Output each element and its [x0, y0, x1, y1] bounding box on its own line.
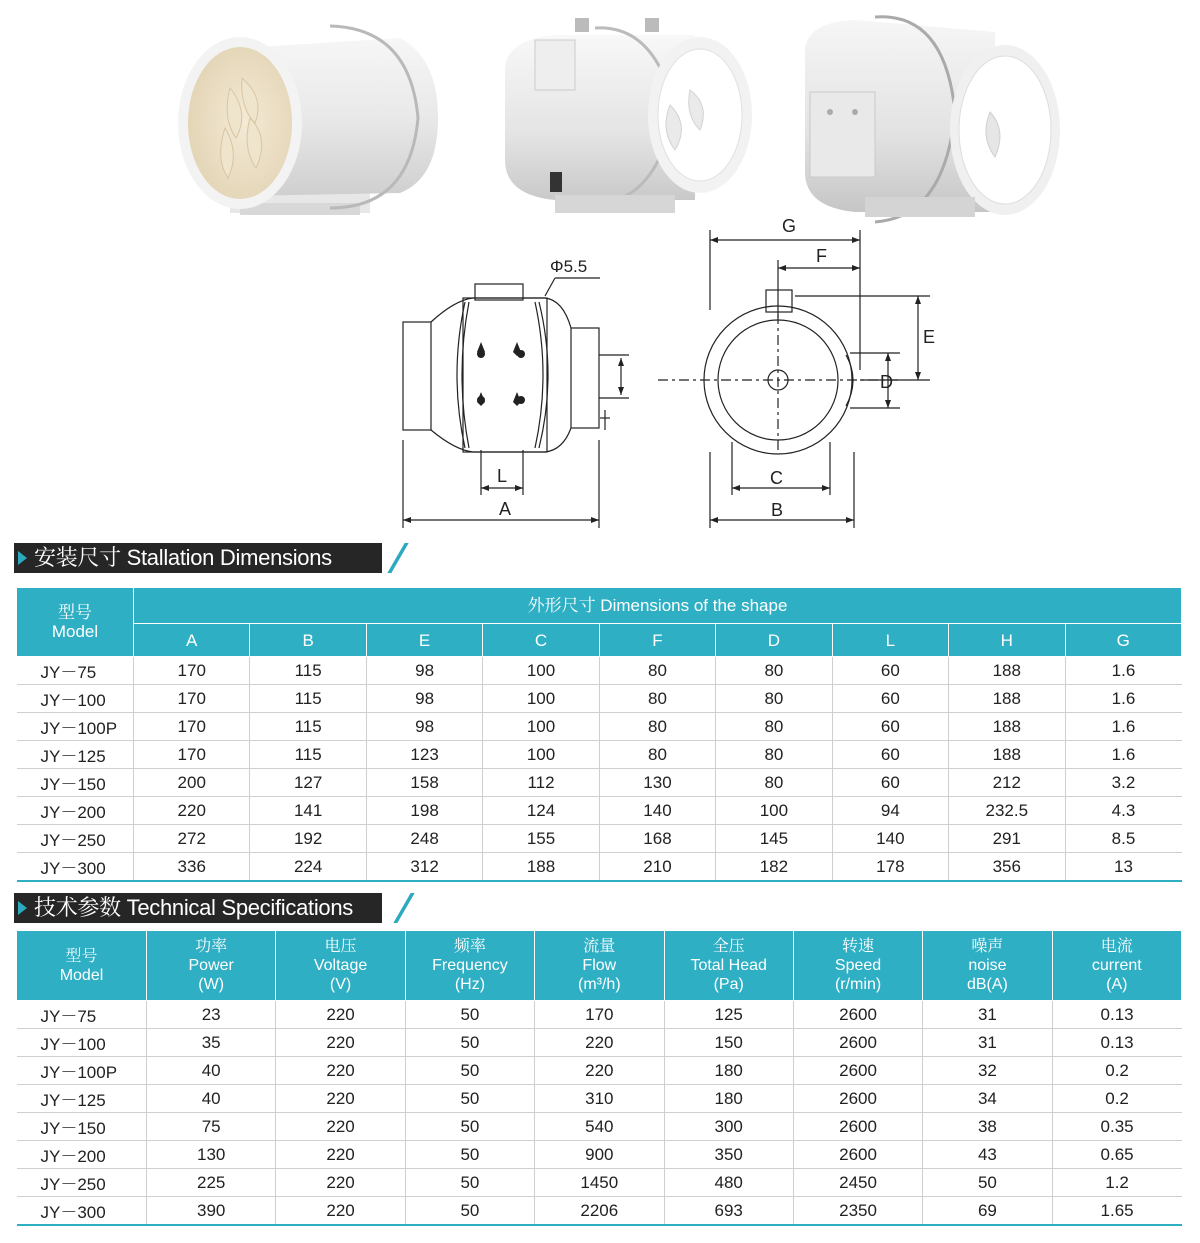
value-cell: 224	[250, 853, 366, 882]
model-cell: JY－150	[17, 1113, 147, 1141]
value-cell: 210	[599, 853, 715, 882]
value-cell: 100	[483, 713, 599, 741]
section-header-slash	[393, 893, 414, 923]
dimension-column-header: G	[1065, 624, 1182, 657]
value-cell: 480	[664, 1169, 793, 1197]
model-cell: JY－75	[17, 1001, 147, 1029]
spec-column-header-en: Flow	[582, 957, 617, 974]
value-cell: 80	[716, 685, 832, 713]
spec-column-header	[923, 931, 1052, 1001]
value-cell: 170	[134, 713, 250, 741]
value-cell: 50	[405, 1057, 534, 1085]
spec-column-header-cn: 全压	[712, 938, 745, 955]
table-row	[17, 685, 1182, 713]
value-cell: 220	[535, 1057, 664, 1085]
value-cell: 212	[949, 769, 1065, 797]
dimension-column-header: A	[134, 624, 250, 657]
model-header-en: Model	[51, 622, 99, 641]
table-row	[17, 713, 1182, 741]
value-cell: 188	[949, 713, 1065, 741]
value-cell: 2600	[793, 1029, 922, 1057]
table-row	[17, 1169, 1182, 1197]
model-header	[17, 588, 134, 657]
value-cell: 0.13	[1052, 1029, 1181, 1057]
model-cell: JY－150	[17, 769, 134, 797]
value-cell: 0.2	[1052, 1085, 1181, 1113]
spec-column-header-unit: (Hz)	[454, 976, 486, 993]
section-header-arrow-icon	[18, 901, 27, 915]
dim-label-l: L	[497, 466, 508, 486]
dim-label-f: F	[816, 246, 827, 266]
spec-column-header-en: current	[1091, 957, 1142, 974]
value-cell: 232.5	[949, 797, 1065, 825]
value-cell: 180	[664, 1085, 793, 1113]
value-cell: 1.6	[1065, 657, 1182, 685]
product-photo-angled	[495, 10, 755, 220]
model-cell: JY－100P	[17, 713, 134, 741]
value-cell: 98	[366, 685, 482, 713]
model-cell: JY－250	[17, 825, 134, 853]
spec-column-header-en: noise	[968, 957, 1007, 974]
spec-column-header-cn: 噪声	[971, 938, 1004, 955]
value-cell: 80	[716, 741, 832, 769]
value-cell: 100	[483, 657, 599, 685]
value-cell: 170	[134, 741, 250, 769]
value-cell: 1.65	[1052, 1197, 1181, 1226]
value-cell: 180	[664, 1057, 793, 1085]
value-cell: 40	[147, 1057, 276, 1085]
value-cell: 350	[664, 1141, 793, 1169]
value-cell: 115	[250, 741, 366, 769]
spec-column-header-cn: 电压	[324, 938, 357, 955]
value-cell: 310	[535, 1085, 664, 1113]
value-cell: 115	[250, 713, 366, 741]
value-cell: 198	[366, 797, 482, 825]
spec-column-header-cn: 电流	[1100, 938, 1133, 955]
table-row	[17, 1001, 1182, 1029]
value-cell: 140	[599, 797, 715, 825]
value-cell: 300	[664, 1113, 793, 1141]
value-cell: 31	[923, 1029, 1052, 1057]
value-cell: 98	[366, 657, 482, 685]
value-cell: 220	[276, 1197, 405, 1226]
value-cell: 220	[276, 1113, 405, 1141]
dim-label-a: A	[499, 499, 512, 519]
dimension-column-header: B	[250, 624, 366, 657]
value-cell: 127	[250, 769, 366, 797]
spec-column-header-cn: 转速	[842, 938, 875, 955]
value-cell: 188	[949, 741, 1065, 769]
value-cell: 60	[832, 769, 948, 797]
spec-column-header-unit: (W)	[198, 976, 225, 993]
value-cell: 1.6	[1065, 741, 1182, 769]
table-row	[17, 1141, 1182, 1169]
value-cell: 145	[716, 825, 832, 853]
value-cell: 125	[664, 1001, 793, 1029]
model-cell: JY－200	[17, 797, 134, 825]
spec-column-header-cn: 流量	[583, 938, 616, 955]
value-cell: 155	[483, 825, 599, 853]
value-cell: 168	[599, 825, 715, 853]
value-cell: 2600	[793, 1001, 922, 1029]
spec-column-header-unit: (V)	[329, 976, 352, 993]
model-cell: JY－100	[17, 685, 134, 713]
value-cell: 100	[716, 797, 832, 825]
value-cell: 291	[949, 825, 1065, 853]
value-cell: 0.65	[1052, 1141, 1181, 1169]
value-cell: 2600	[793, 1113, 922, 1141]
specifications-table	[16, 930, 1182, 1226]
value-cell: 50	[405, 1141, 534, 1169]
spec-column-header	[147, 931, 276, 1001]
value-cell: 1450	[535, 1169, 664, 1197]
value-cell: 32	[923, 1057, 1052, 1085]
value-cell: 31	[923, 1001, 1052, 1029]
spec-column-header-en: Frequency	[432, 957, 508, 974]
value-cell: 188	[949, 657, 1065, 685]
value-cell: 75	[147, 1113, 276, 1141]
model-cell: JY－100	[17, 1029, 147, 1057]
spec-column-header-en: Model	[59, 966, 104, 984]
value-cell: 50	[405, 1197, 534, 1226]
value-cell: 60	[832, 713, 948, 741]
value-cell: 80	[716, 713, 832, 741]
table-row	[17, 769, 1182, 797]
value-cell: 178	[832, 853, 948, 882]
spec-column-header	[664, 931, 793, 1001]
value-cell: 2206	[535, 1197, 664, 1226]
value-cell: 220	[276, 1141, 405, 1169]
table-row	[17, 853, 1182, 882]
value-cell: 141	[250, 797, 366, 825]
value-cell: 2600	[793, 1141, 922, 1169]
dim-label-g: G	[782, 216, 797, 236]
value-cell: 60	[832, 741, 948, 769]
value-cell: 50	[405, 1085, 534, 1113]
spec-column-header	[17, 931, 147, 1001]
model-cell: JY－250	[17, 1169, 147, 1197]
table-row	[17, 797, 1182, 825]
value-cell: 112	[483, 769, 599, 797]
dimensions-group-header: 外形尺寸 Dimensions of the shape	[134, 588, 1182, 624]
spec-column-header-cn: 频率	[453, 938, 486, 955]
spec-column-header-unit: (A)	[1106, 976, 1128, 993]
value-cell: 98	[366, 713, 482, 741]
model-cell: JY－125	[17, 741, 134, 769]
value-cell: 140	[832, 825, 948, 853]
value-cell: 8.5	[1065, 825, 1182, 853]
value-cell: 0.2	[1052, 1057, 1181, 1085]
dimension-column-header: E	[366, 624, 482, 657]
value-cell: 336	[134, 853, 250, 882]
table-row	[17, 657, 1182, 685]
value-cell: 23	[147, 1001, 276, 1029]
section-title: 技术参数 Technical Specifications	[34, 895, 353, 920]
value-cell: 220	[276, 1057, 405, 1085]
value-cell: 693	[664, 1197, 793, 1226]
value-cell: 80	[599, 685, 715, 713]
dim-label-d: D	[880, 372, 893, 392]
value-cell: 124	[483, 797, 599, 825]
spec-column-header-en: Total Head	[690, 957, 767, 974]
spec-column-header-unit: dB(A)	[966, 976, 1008, 993]
model-header-cn: 型号	[58, 603, 92, 622]
value-cell: 2450	[793, 1169, 922, 1197]
dimension-column-header: F	[599, 624, 715, 657]
side-view-drawing	[395, 250, 645, 530]
dim-label-e: E	[923, 327, 936, 347]
value-cell: 123	[366, 741, 482, 769]
table-row	[17, 1197, 1182, 1226]
value-cell: 170	[535, 1001, 664, 1029]
value-cell: 43	[923, 1141, 1052, 1169]
spec-column-header-unit: (Pa)	[713, 976, 744, 993]
product-photo-front	[170, 18, 440, 218]
value-cell: 220	[276, 1001, 405, 1029]
value-cell: 220	[134, 797, 250, 825]
value-cell: 220	[535, 1029, 664, 1057]
table-row	[17, 741, 1182, 769]
value-cell: 0.35	[1052, 1113, 1181, 1141]
dimensions-table	[16, 587, 1182, 882]
dimension-column-header: H	[949, 624, 1065, 657]
value-cell: 2600	[793, 1085, 922, 1113]
spec-column-header	[793, 931, 922, 1001]
value-cell: 150	[664, 1029, 793, 1057]
spec-column-header-unit: (r/min)	[834, 976, 882, 993]
value-cell: 390	[147, 1197, 276, 1226]
value-cell: 4.3	[1065, 797, 1182, 825]
table-row	[17, 1113, 1182, 1141]
section-header-dimensions	[14, 543, 394, 573]
section-header-arrow-icon	[18, 551, 27, 565]
spec-column-header-unit: (m³/h)	[577, 976, 621, 993]
model-cell: JY－75	[17, 657, 134, 685]
model-cell: JY－125	[17, 1085, 147, 1113]
value-cell: 80	[716, 657, 832, 685]
value-cell: 158	[366, 769, 482, 797]
value-cell: 900	[535, 1141, 664, 1169]
value-cell: 50	[405, 1169, 534, 1197]
spec-column-header	[535, 931, 664, 1001]
value-cell: 80	[599, 713, 715, 741]
value-cell: 50	[405, 1029, 534, 1057]
model-cell: JY－100P	[17, 1057, 147, 1085]
value-cell: 94	[832, 797, 948, 825]
value-cell: 130	[147, 1141, 276, 1169]
value-cell: 2600	[793, 1057, 922, 1085]
value-cell: 356	[949, 853, 1065, 882]
spec-column-header-en: Speed	[834, 957, 882, 974]
value-cell: 220	[276, 1085, 405, 1113]
value-cell: 1.6	[1065, 713, 1182, 741]
value-cell: 13	[1065, 853, 1182, 882]
spec-column-header-cn: 型号	[65, 947, 98, 965]
value-cell: 115	[250, 685, 366, 713]
section-header-slash	[387, 543, 408, 573]
section-title: 安装尺寸 Stallation Dimensions	[34, 545, 332, 570]
value-cell: 69	[923, 1197, 1052, 1226]
value-cell: 188	[949, 685, 1065, 713]
value-cell: 312	[366, 853, 482, 882]
value-cell: 0.13	[1052, 1001, 1181, 1029]
spec-column-header	[276, 931, 405, 1001]
front-view-drawing	[650, 210, 950, 530]
value-cell: 60	[832, 657, 948, 685]
model-cell: JY－200	[17, 1141, 147, 1169]
value-cell: 220	[276, 1029, 405, 1057]
value-cell: 60	[832, 685, 948, 713]
value-cell: 38	[923, 1113, 1052, 1141]
model-cell: JY－300	[17, 1197, 147, 1226]
value-cell: 220	[276, 1169, 405, 1197]
table-row	[17, 1085, 1182, 1113]
model-cell: JY－300	[17, 853, 134, 882]
value-cell: 100	[483, 741, 599, 769]
dimension-column-header: C	[483, 624, 599, 657]
value-cell: 50	[405, 1113, 534, 1141]
value-cell: 80	[599, 741, 715, 769]
value-cell: 35	[147, 1029, 276, 1057]
spec-column-header-cn: 功率	[195, 938, 228, 955]
value-cell: 192	[250, 825, 366, 853]
value-cell: 3.2	[1065, 769, 1182, 797]
hole-label: Φ5.5	[550, 257, 588, 276]
value-cell: 182	[716, 853, 832, 882]
value-cell: 272	[134, 825, 250, 853]
value-cell: 2350	[793, 1197, 922, 1226]
dim-label-c: C	[770, 468, 783, 488]
value-cell: 50	[405, 1001, 534, 1029]
value-cell: 248	[366, 825, 482, 853]
value-cell: 1.2	[1052, 1169, 1181, 1197]
value-cell: 170	[134, 685, 250, 713]
table-row	[17, 1029, 1182, 1057]
value-cell: 170	[134, 657, 250, 685]
value-cell: 130	[599, 769, 715, 797]
value-cell: 80	[716, 769, 832, 797]
value-cell: 50	[923, 1169, 1052, 1197]
value-cell: 80	[599, 657, 715, 685]
value-cell: 540	[535, 1113, 664, 1141]
value-cell: 100	[483, 685, 599, 713]
value-cell: 40	[147, 1085, 276, 1113]
value-cell: 115	[250, 657, 366, 685]
value-cell: 34	[923, 1085, 1052, 1113]
value-cell: 225	[147, 1169, 276, 1197]
spec-column-header	[405, 931, 534, 1001]
product-photo-side	[795, 12, 1065, 227]
dim-label-b: B	[771, 500, 784, 520]
value-cell: 188	[483, 853, 599, 882]
dimension-column-header: D	[716, 624, 832, 657]
value-cell: 200	[134, 769, 250, 797]
section-header-specifications	[14, 893, 414, 923]
value-cell: 1.6	[1065, 685, 1182, 713]
spec-column-header	[1052, 931, 1181, 1001]
spec-column-header-en: Voltage	[313, 957, 368, 974]
table-row	[17, 1057, 1182, 1085]
dimension-column-header: L	[832, 624, 948, 657]
spec-column-header-en: Power	[188, 957, 234, 974]
table-row	[17, 825, 1182, 853]
